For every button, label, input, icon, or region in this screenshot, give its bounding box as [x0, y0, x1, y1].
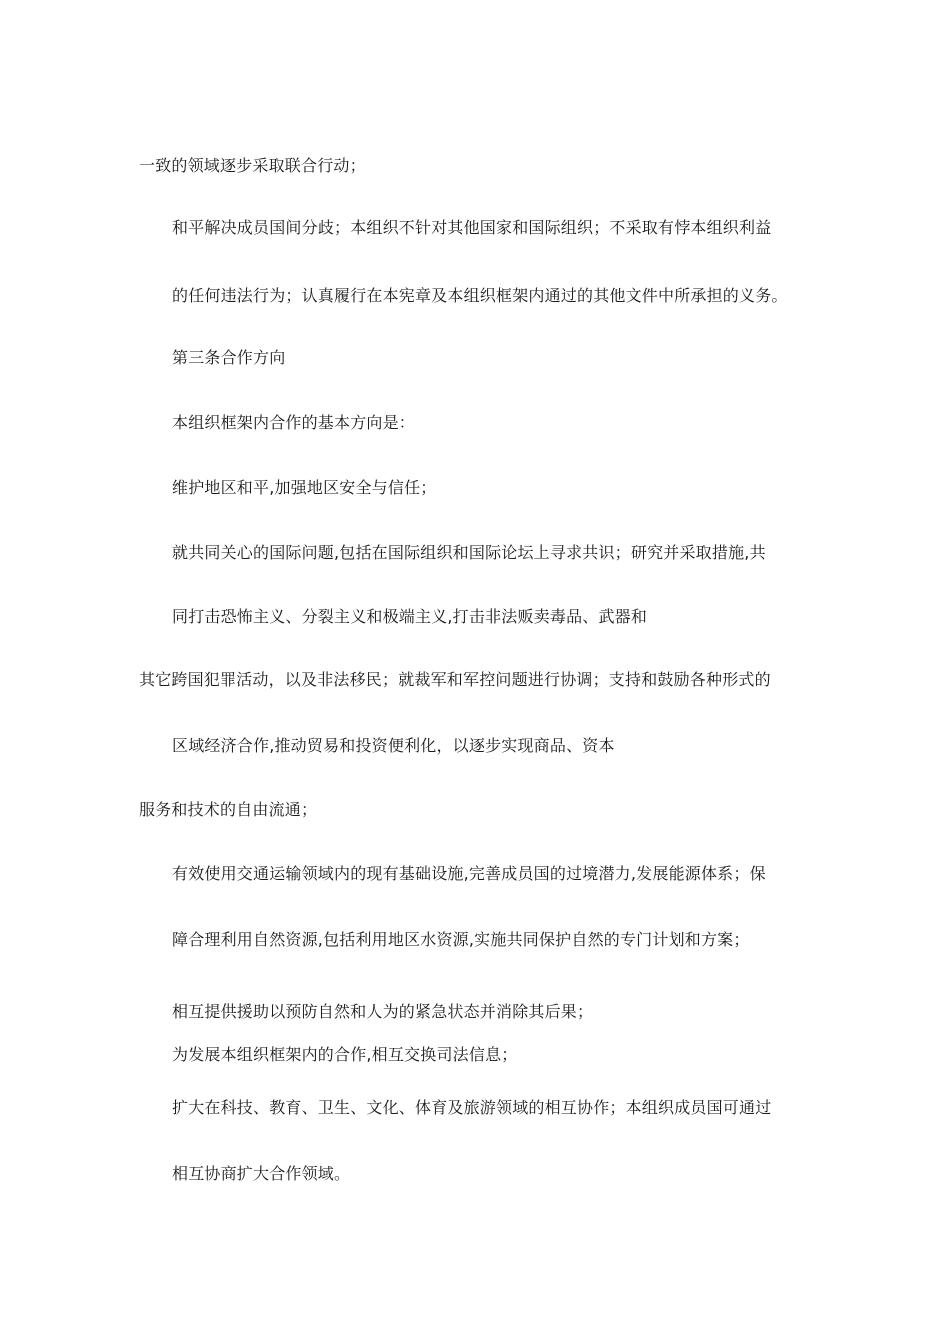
text-line: 相互提供援助以预防自然和人为的紧急状态并消除其后果；	[172, 1002, 594, 1021]
text-line: 障合理利用自然资源,包括利用地区水资源,实施共同保护自然的专门计划和方案；	[172, 930, 750, 949]
text-line: 维护地区和平,加强地区安全与信任；	[172, 478, 437, 497]
section-heading: 第三条合作方向	[172, 348, 286, 367]
text-line: 和平解决成员国间分歧；本组织不针对其他国家和国际组织；不采取有悖本组织利益	[172, 218, 772, 237]
text-line: 的任何违法行为；认真履行在本宪章及本组织框架内通过的其他文件中所承担的义务。	[172, 286, 788, 305]
text-line: 区域经济合作,推动贸易和投资便利化，以逐步实现商品、资本	[172, 736, 615, 755]
text-line: 相互协商扩大合作领域。	[172, 1164, 351, 1183]
text-line: 为发展本组织框架内的合作,相互交换司法信息；	[172, 1045, 518, 1064]
text-line: 其它跨国犯罪活动，以及非法移民；就裁军和军控问题进行协调；支持和鼓励各种形式的	[139, 670, 771, 689]
text-line: 本组织框架内合作的基本方向是：	[172, 413, 416, 432]
text-line: 就共同关心的国际问题,包括在国际组织和国际论坛上寻求共识；研究并采取措施,共	[172, 543, 766, 562]
text-line: 扩大在科技、教育、卫生、文化、体育及旅游领域的相互协作；本组织成员国可通过	[172, 1098, 772, 1117]
text-line: 有效使用交通运输领域内的现有基础设施,完善成员国的过境潜力,发展能源体系；保	[172, 864, 766, 883]
text-line: 同打击恐怖主义、分裂主义和极端主义,打击非法贩卖毒品、武器和	[172, 607, 648, 626]
text-line: 一致的领域逐步采取联合行动；	[139, 156, 366, 175]
text-line: 服务和技术的自由流通；	[139, 800, 318, 819]
